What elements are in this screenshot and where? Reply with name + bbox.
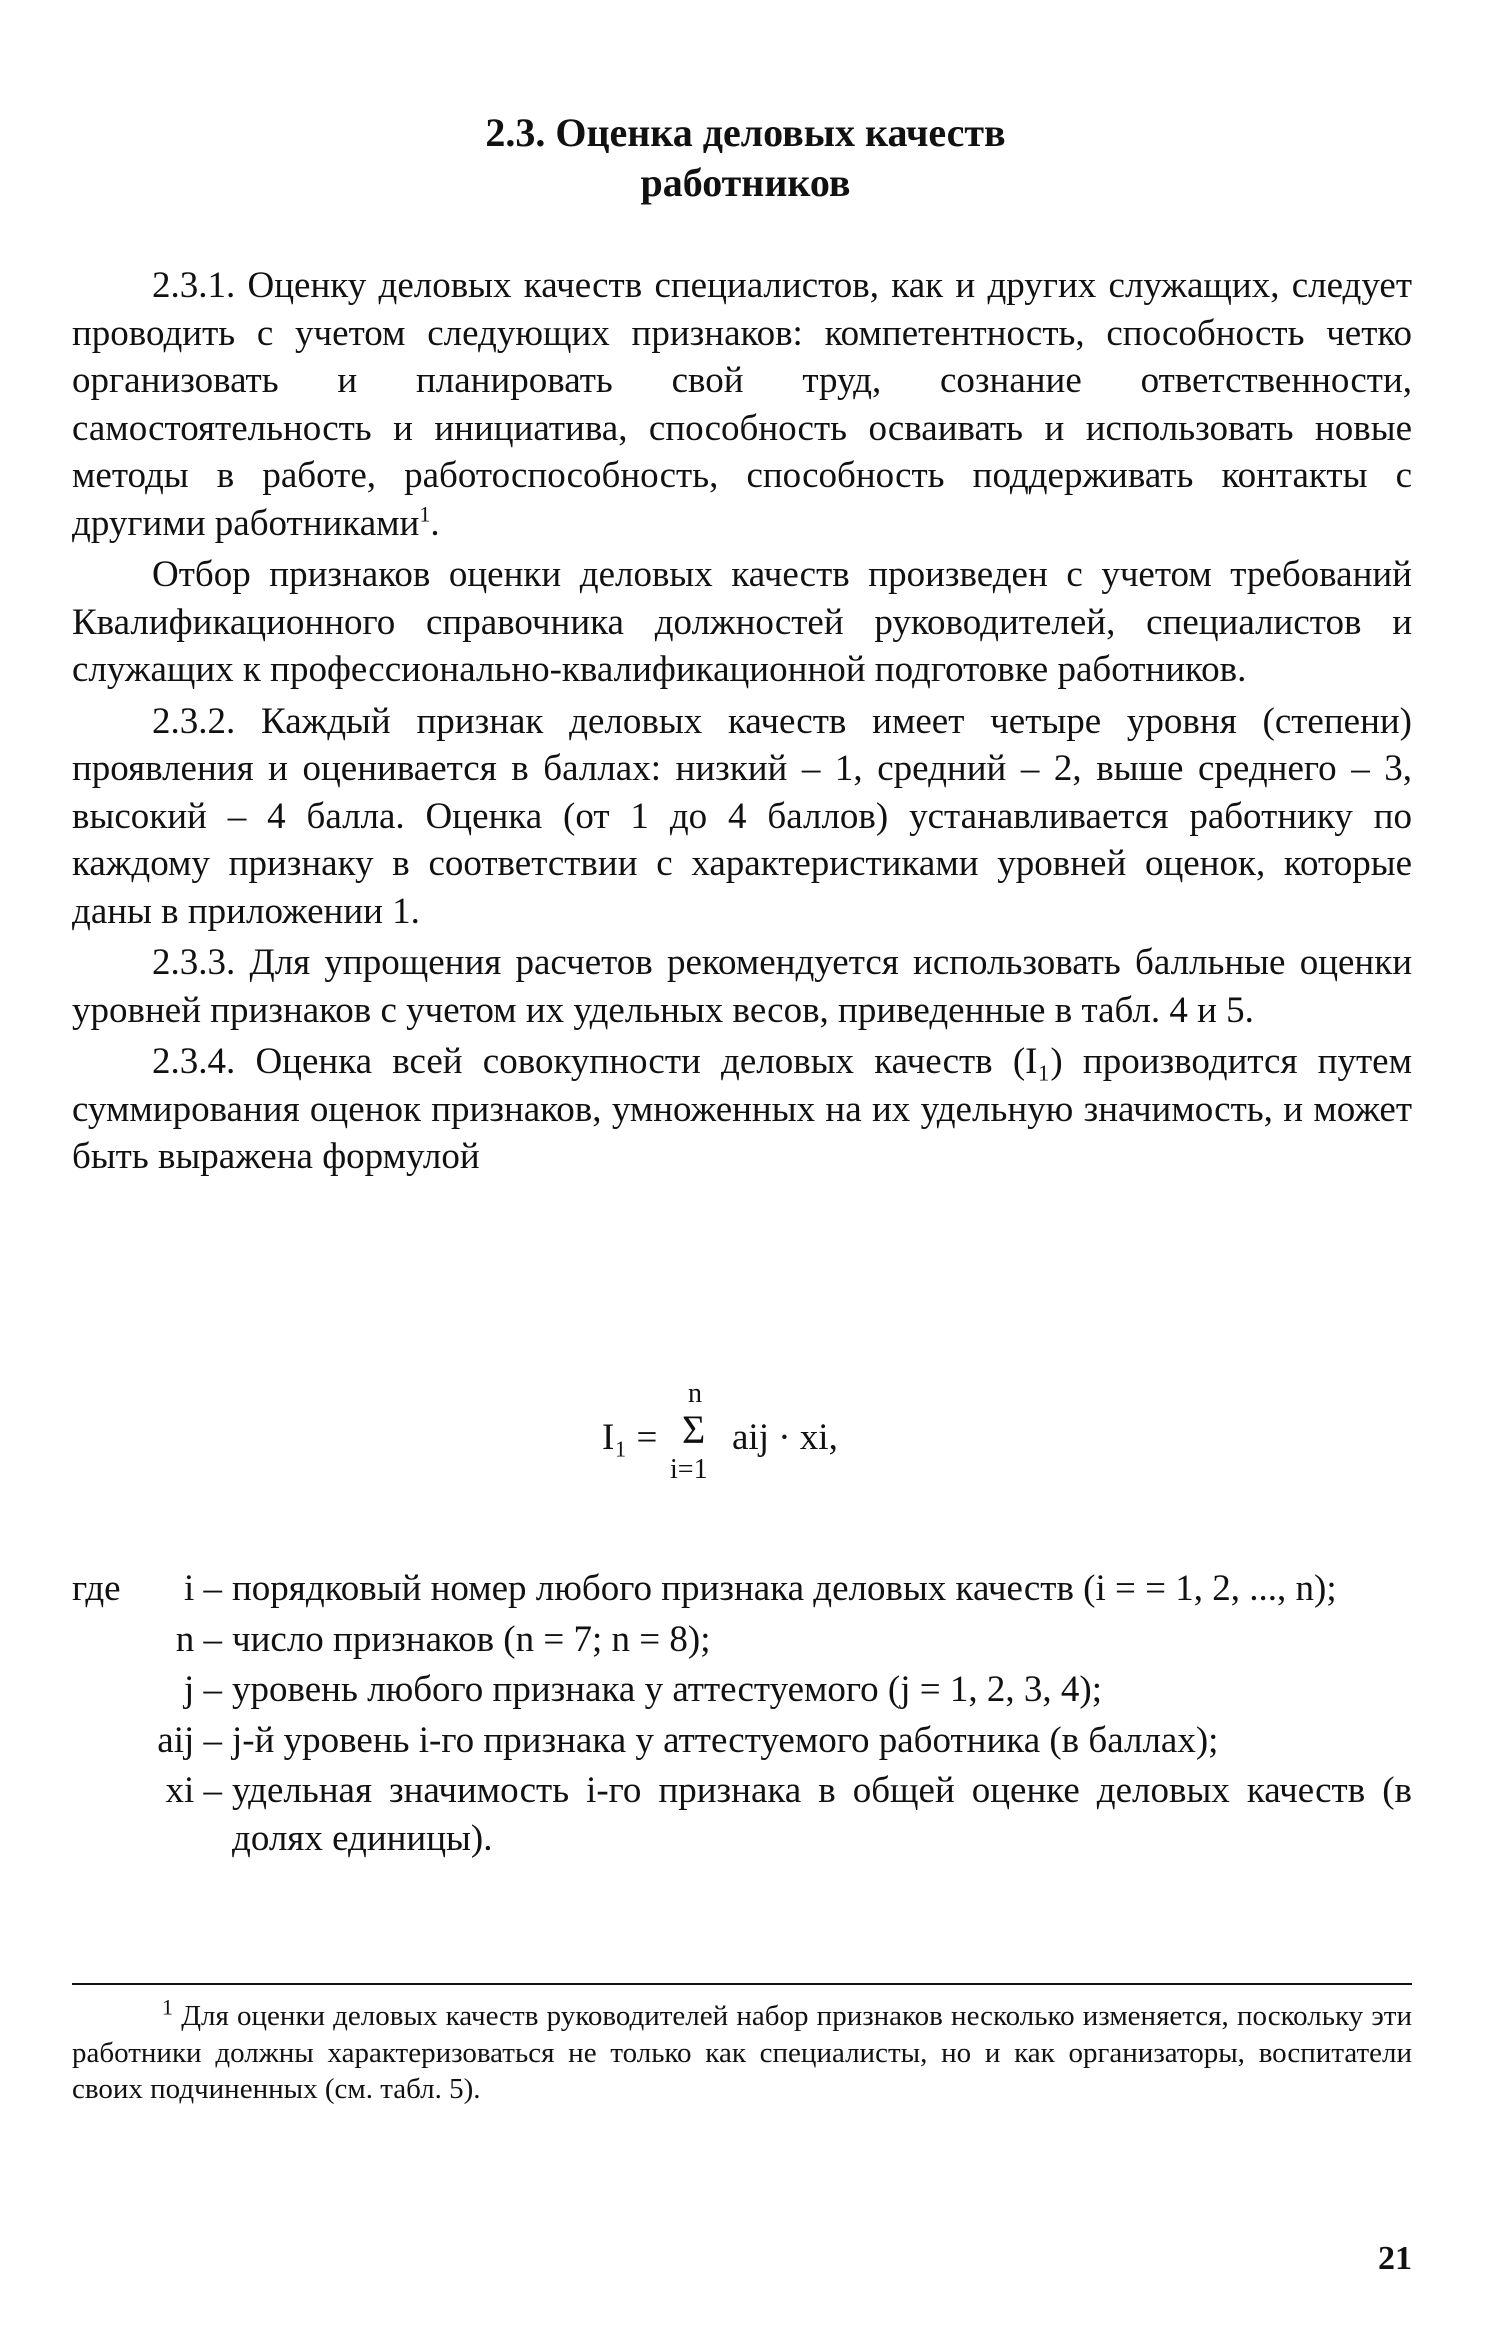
formula-rhs: aij · xi, xyxy=(732,1417,838,1458)
formula-sum-upper-limit: n xyxy=(688,1378,702,1409)
definitions-intro: где xyxy=(72,1568,121,1609)
paragraph-2-3-1 xyxy=(72,262,1412,547)
definition-symbol: n xyxy=(175,1618,195,1660)
page-number: 21 xyxy=(1378,2240,1412,2277)
section-title-line-2: работников xyxy=(640,160,851,205)
definition-text: удельная значимость i-го признака в общей оценке деловых качеств (в долях единицы). xyxy=(232,1770,1412,1859)
paragraph-2-3-3: 2.3.3. Для упрощения расчетов рекомендуется использовать балльные оценки уровней признаков с учетом их удельных весов, приведенные в табл. 4 и 5. xyxy=(72,942,1412,1031)
formula-sum-lower-limit: i=1 xyxy=(670,1454,708,1485)
definition-item: j – уровень любого признака у аттестуемого (j = 1, 2, 3, 4); xyxy=(183,1669,1102,1710)
definition-item: aij – j-й уровень i-го признака у аттестуемого работника (в баллах); xyxy=(157,1719,1219,1761)
paragraph-2-3-1-text: 2.3.1. Оценку деловых качеств специалистов, как и других служащих, следует проводить с учетом следующих признаков: компетентность, способность четко организовать и планировать свой труд, сознание ответственности, самостоятельность и инициатива, способность осваивать и использовать новые методы в работе, работоспособность, способность поддерживать контакты с другими работниками xyxy=(72,265,1412,544)
formula-lhs: I₁ = xyxy=(602,1417,658,1458)
footnote xyxy=(72,1994,1413,2108)
definition-symbol: aij xyxy=(157,1719,195,1761)
paragraph-2-3-2: 2.3.2. Каждый признак деловых качеств имеет четыре уровня (степени) проявления и оценивается в баллах: низкий – 1, средний – 2, выше среднего – 3, высокий – 4 балла. Оценка (от 1 до 4 баллов) устанавливается работнику по каждому признаку в соответствии с характеристиками уровней оценок, которые даны в приложении 1. xyxy=(72,700,1412,932)
paragraph-2-3-1-end: . xyxy=(430,502,440,544)
formula xyxy=(560,1378,1020,1498)
definition-symbol: xi xyxy=(165,1770,195,1811)
section-title-line-1: 2.3. Оценка деловых качеств xyxy=(485,110,1006,155)
definition-text: порядковый номер любого признака деловых качеств (i = = 1, 2, ..., n); xyxy=(232,1568,1337,1609)
footnote-marker: 1 xyxy=(162,1994,173,2020)
body-text xyxy=(72,262,1412,1185)
footnote-reference: 1 xyxy=(419,501,431,527)
definition-text: j-й уровень i-го признака у аттестуемого работника (в баллах); xyxy=(232,1719,1219,1761)
definition-text: число признаков (n = 7; n = 8); xyxy=(232,1618,711,1660)
paragraph-2-3-4: 2.3.4. Оценка всей совокупности деловых качеств (I₁) производится путем суммирования оценок признаков, умноженных на их удельную значимость, и может быть выражена формулой xyxy=(72,1041,1412,1177)
definition-item: где i – порядковый номер любого признака деловых качеств (i = = 1, 2, ..., n); xyxy=(72,1565,1412,1613)
definition-item: n – число признаков (n = 7; n = 8); xyxy=(175,1618,711,1660)
footnote-divider xyxy=(72,1983,1412,1985)
definition-text: уровень любого признака у аттестуемого (j = 1, 2, 3, 4); xyxy=(232,1669,1102,1710)
definition-symbol: i xyxy=(183,1568,195,1609)
footnote-text: Для оценки деловых качеств руководителей набор признаков несколько изменяется, поскольку эти работники должны характеризоваться не только как специалисты, но и как организаторы, воспитатели своих подчиненных (см. табл. 5). xyxy=(72,2000,1413,2105)
definitions-list xyxy=(72,1565,1412,1865)
section-title xyxy=(0,108,1491,208)
definition-symbol: j xyxy=(183,1669,195,1710)
definition-item: xi – удельная значимость i-го признака в общей оценке деловых качеств (в долях единицы). xyxy=(165,1770,1412,1859)
formula-sum-symbol: Σ xyxy=(682,1407,706,1452)
paragraph-selection: Отбор признаков оценки деловых качеств произведен с учетом требований Квалификационного справочника должностей руководителей, специалистов и служащих к профессионально-квалификационной подготовке работников. xyxy=(72,554,1412,690)
